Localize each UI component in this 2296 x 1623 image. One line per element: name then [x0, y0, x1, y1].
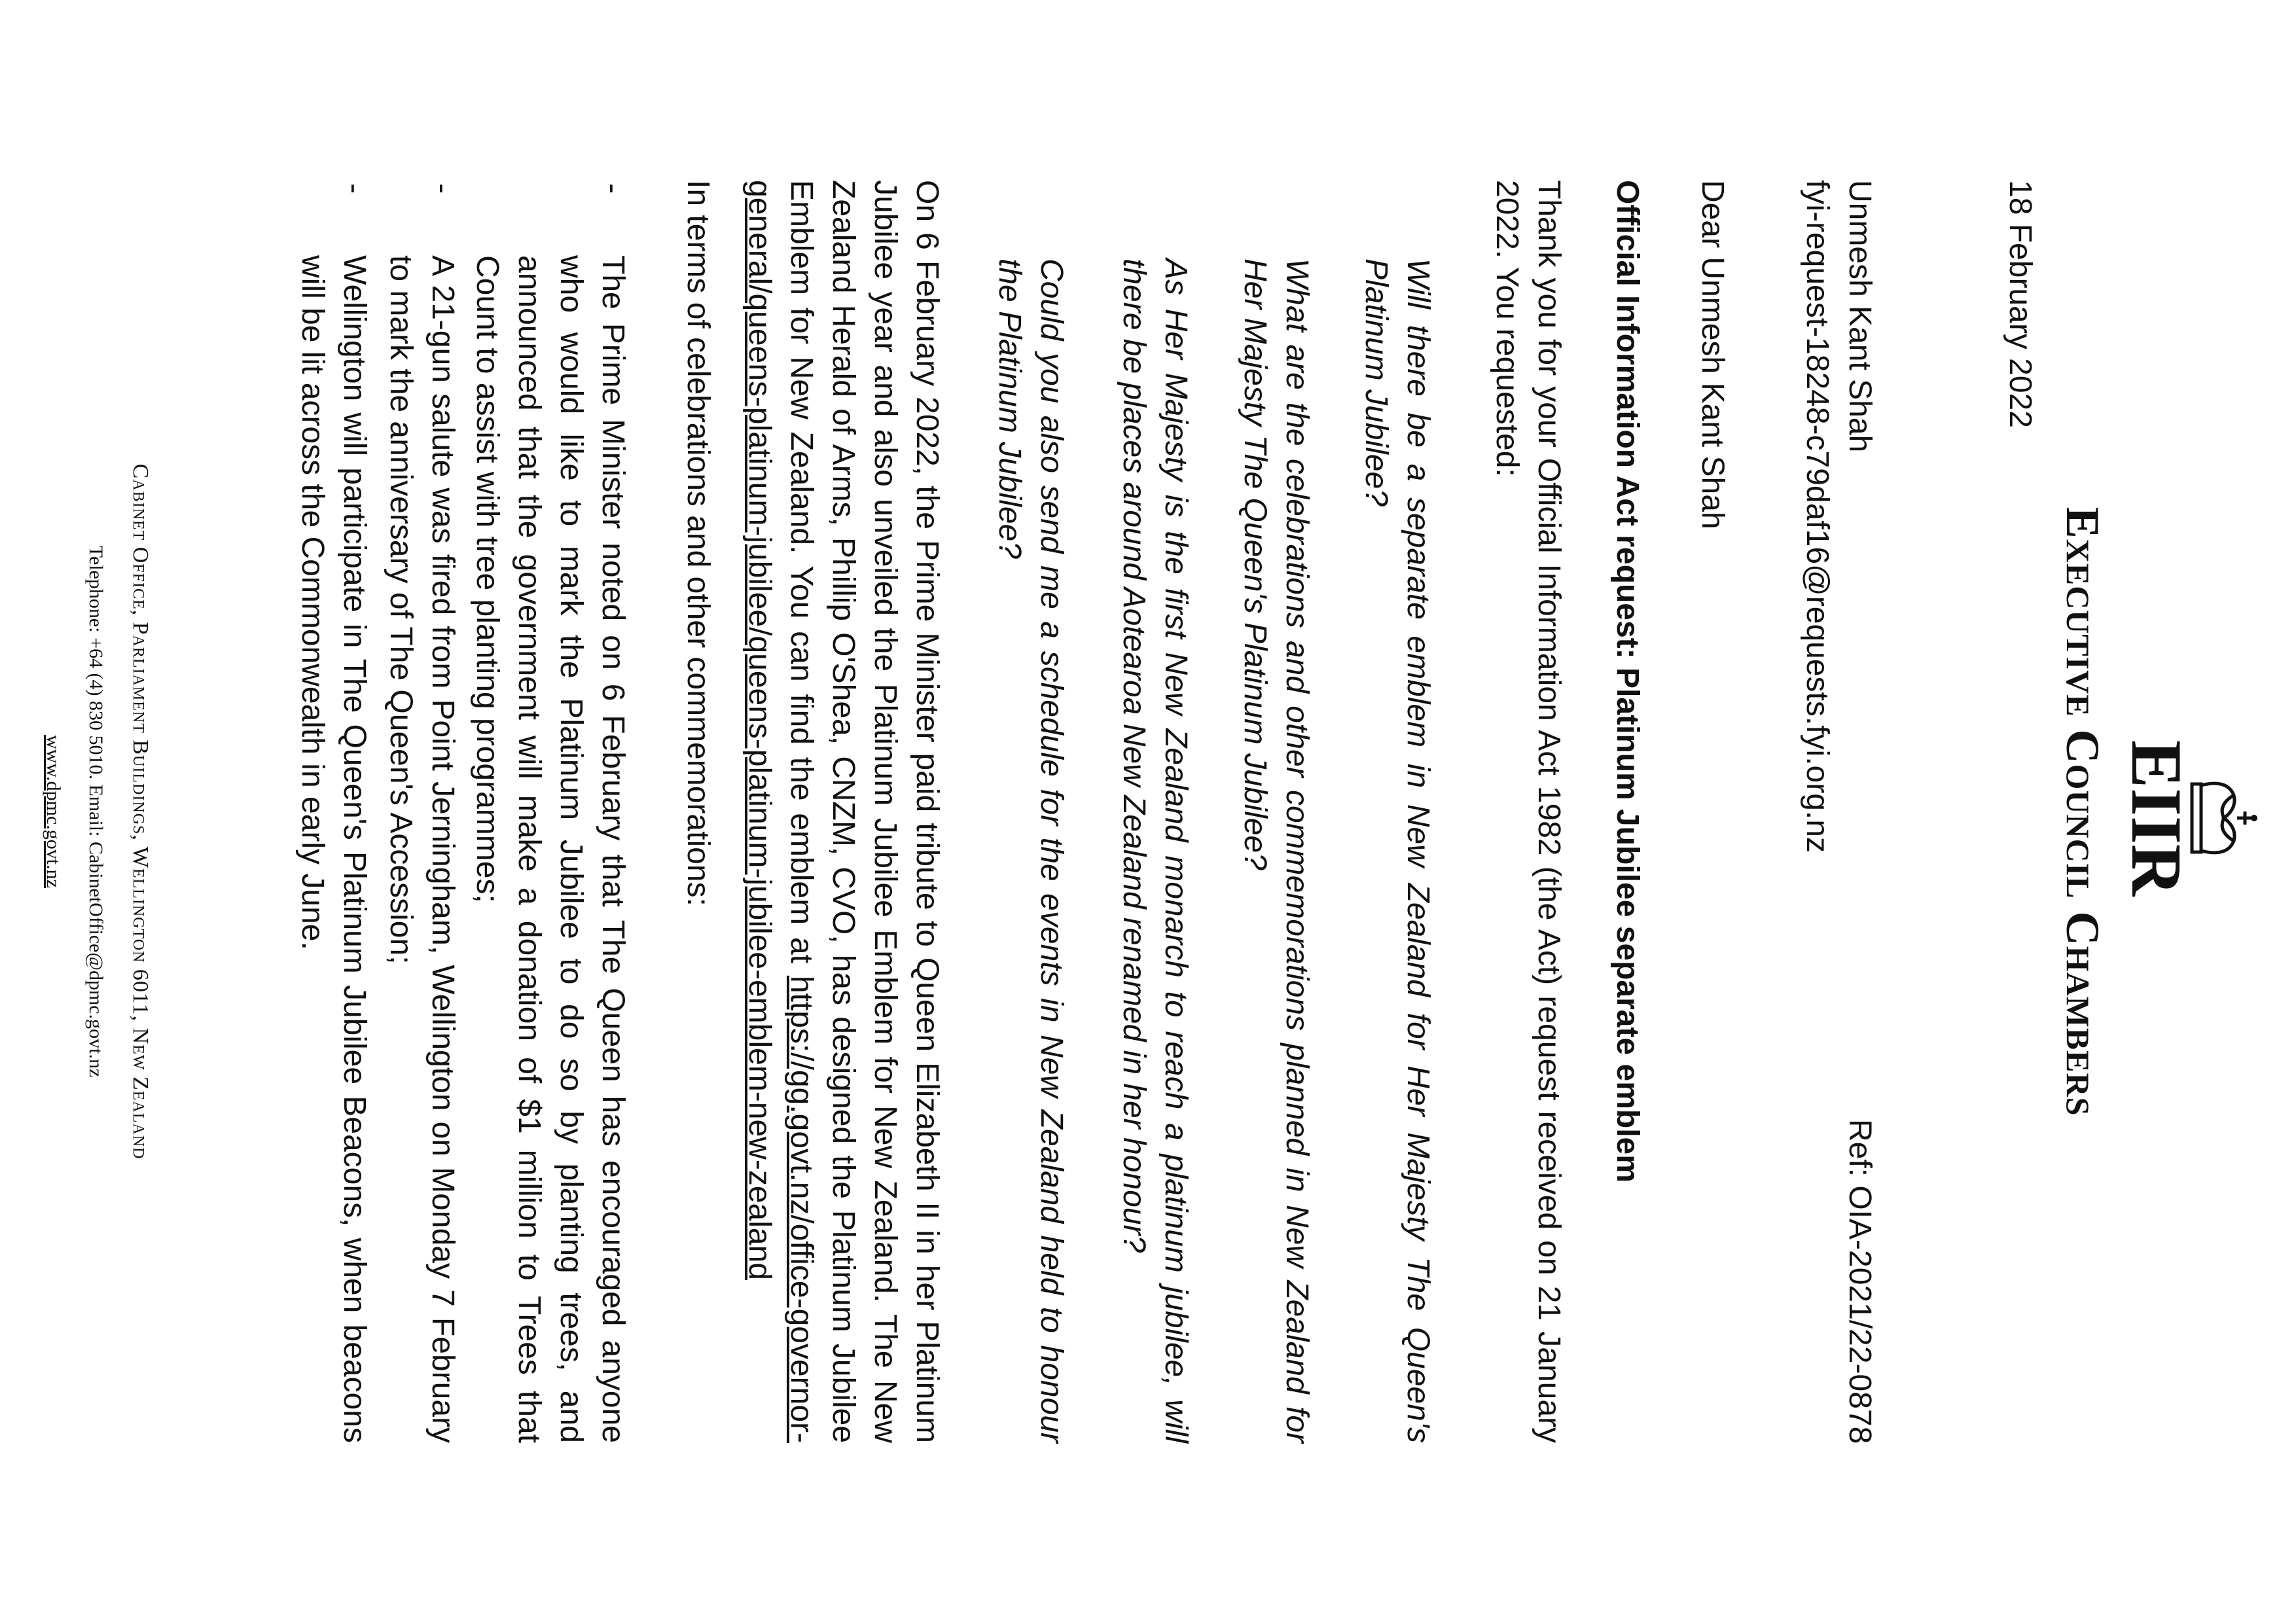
celebrations-intro: In terms of celebrations and other commemorations: — [681, 180, 715, 906]
letter-date: 18 February 2022 — [2003, 180, 2037, 428]
recipient-email: fyi-request-18248-c79daf16@requests.fyi.org.nz — [1800, 180, 1835, 853]
salutation: Dear Unmesh Kant Shah — [1695, 180, 1730, 529]
page-title: Executive Council Chambers — [2056, 507, 2109, 1116]
question-3: As Her Majesty is the first New Zealand monarch to reach a platinum jubilee, will there be places around Aotearoa New Zealand renamed in her honour? — [1117, 259, 1193, 1443]
recipient-name: Unmesh Kant Shah — [1842, 180, 1877, 453]
bullet-marker: - — [425, 183, 460, 194]
bullet-marker: - — [596, 183, 630, 194]
reference-number: Ref: OIA-2021/22-0878 — [1842, 1119, 1877, 1444]
footer-contact: Telephone: +64 (4) 830 5010. Email: CabinetOffice@dpmc.govt.nz — [85, 545, 107, 1078]
intro-paragraph: Thank you for your Official Information Act 1982 (the Act) request received on 21 January 2022. You requested: — [1490, 180, 1566, 1443]
crown-crest-logo — [2117, 713, 2263, 923]
subject-heading: Official Information Act request: Platinum Jubilee separate emblem — [1610, 180, 1645, 1183]
crest-monogram: EIIR — [2117, 740, 2197, 897]
question-4: Could you also send me a schedule for the events in New Zealand held to honour the Platinum Jubilee? — [992, 259, 1069, 1443]
question-1: Will there be a separate emblem in New Zealand for Her Majesty The Queen's Platinum Jubilee? — [1359, 259, 1435, 1443]
bullet-item-beacons: Wellington will participate in The Queen's Platinum Jubilee Beacons, when beacons will be lit across the Commonwealth in early June. — [295, 255, 372, 1443]
emblem-link[interactable]: https://gg.govt.nz/office-governor-general/queens-platinum-jubilee/queens-platinum-jubilee-emblem-new-zealand — [742, 180, 819, 1443]
bullet-item-trees: The Prime Minister noted on 6 February that The Queen has encouraged anyone who would like to mark the Platinum Jubilee to do so by planting trees, and announced that the government will make a donation of $1 million to Trees that Count to assist with tree planting programmes; — [470, 255, 630, 1443]
emblem-paragraph — [738, 180, 948, 1443]
question-2: What are the celebrations and other commemorations planned in New Zealand for Her Majesty The Queen's Platinum Jubilee? — [1238, 259, 1314, 1443]
footer-website-link[interactable]: www.dpmc.govt.nz — [43, 735, 64, 888]
bullet-marker: - — [337, 183, 372, 194]
bullet-item-gun-salute: A 21-gun salute was fired from Point Jerningham, Wellington on Monday 7 February to mark the anniversary of The Queen's Accession; — [384, 255, 460, 1443]
emblem-paragraph-text: On 6 February 2022, the Prime Minister paid tribute to Queen Elizabeth II in her Platinum Jubilee year and also unveiled the Platinum Jubilee Emblem for New Zealand. The New Zealand Herald of Arms, Phillip O'Shea, CNZM, CVO, has designed the Platinum Jubilee Emblem for New Zealand. You can find the emblem at — [784, 180, 944, 1443]
footer-address: Cabinet Office, Parliament Buildings, Wellington 6011, New Zealand — [128, 463, 152, 1160]
